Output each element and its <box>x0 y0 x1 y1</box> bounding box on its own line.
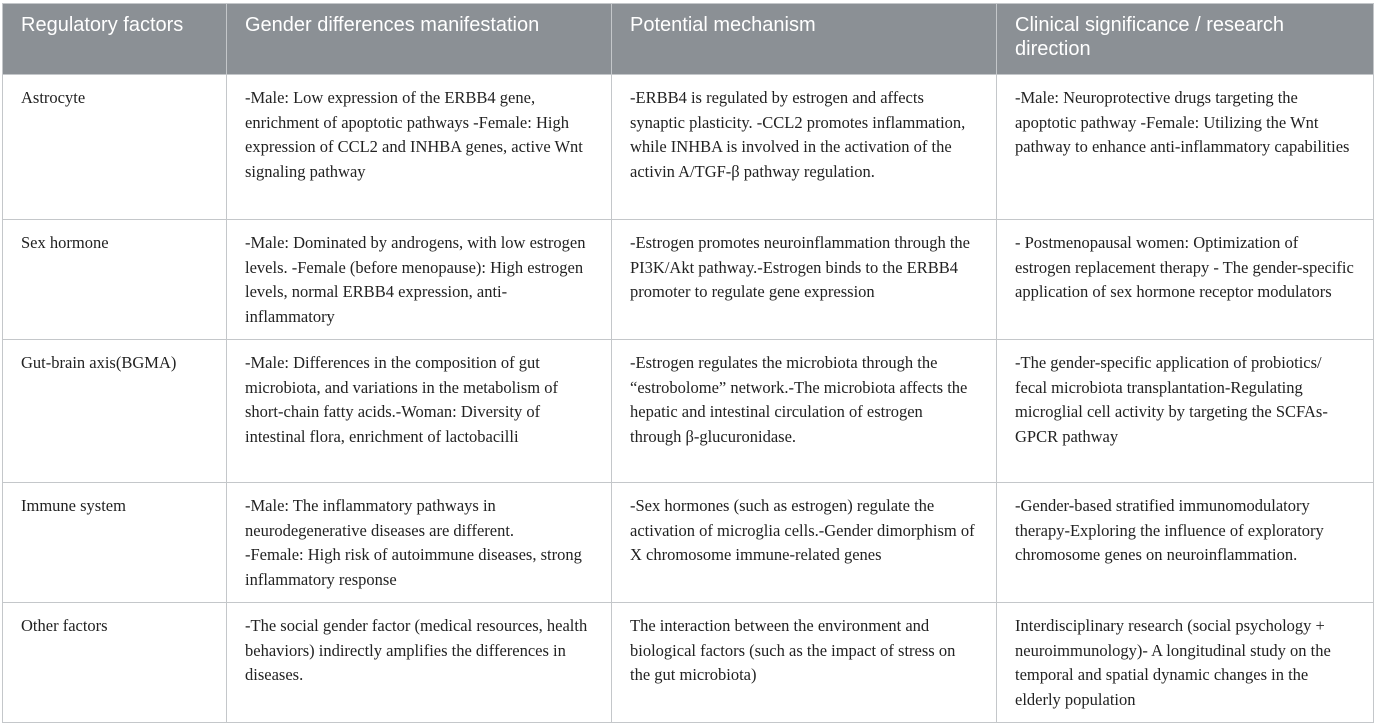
cell-clinical: - Postmenopausal women: Optimization of estrogen replacement therapy - The gender-specific application of sex hormone receptor modulators <box>997 220 1374 340</box>
cell-clinical: Interdisciplinary research (social psychology + neuroimmunology)- A longitudinal study on the temporal and spatial dynamic changes in the elderly population <box>997 603 1374 723</box>
cell-clinical: -Male: Neuroprotective drugs targeting the apoptotic pathway -Female: Utilizing the Wnt pathway to enhance anti-inflammatory capabilities <box>997 75 1374 220</box>
regulatory-factors-table <box>2 3 1374 723</box>
header-row <box>3 4 1374 75</box>
table-row <box>3 340 1374 483</box>
cell-factor: Gut-brain axis(BGMA) <box>3 340 227 483</box>
header-clinical-significance: Clinical significance / research direction <box>997 4 1374 75</box>
table-row <box>3 483 1374 603</box>
table-row <box>3 75 1374 220</box>
cell-gender-differences: -Male: Dominated by androgens, with low estrogen levels. -Female (before menopause): High estrogen levels, normal ERBB4 expression, anti-inflammatory <box>227 220 612 340</box>
cell-mechanism: -Estrogen promotes neuroinflammation through the PI3K/Akt pathway.-Estrogen binds to the ERBB4 promoter to regulate gene expression <box>612 220 997 340</box>
cell-gender-differences: -Male: Differences in the composition of gut microbiota, and variations in the metabolism of short-chain fatty acids.-Woman: Diversity of intestinal flora, enrichment of lactobacilli <box>227 340 612 483</box>
cell-mechanism: The interaction between the environment and biological factors (such as the impact of stress on the gut microbiota) <box>612 603 997 723</box>
table-row <box>3 603 1374 723</box>
cell-clinical: -The gender-specific application of probiotics/ fecal microbiota transplantation-Regulating microglial cell activity by targeting the SCFAs-GPCR pathway <box>997 340 1374 483</box>
cell-mechanism: -Sex hormones (such as estrogen) regulate the activation of microglia cells.-Gender dimorphism of X chromosome immune-related genes <box>612 483 997 603</box>
cell-factor: Immune system <box>3 483 227 603</box>
cell-factor: Sex hormone <box>3 220 227 340</box>
header-potential-mechanism: Potential mechanism <box>612 4 997 75</box>
cell-factor: Other factors <box>3 603 227 723</box>
cell-gender-differences: -Male: Low expression of the ERBB4 gene, enrichment of apoptotic pathways -Female: High expression of CCL2 and INHBA genes, active Wnt signaling pathway <box>227 75 612 220</box>
table-row <box>3 220 1374 340</box>
cell-gender-differences: -The social gender factor (medical resources, health behaviors) indirectly amplifies the differences in diseases. <box>227 603 612 723</box>
cell-mechanism: -ERBB4 is regulated by estrogen and affects synaptic plasticity. -CCL2 promotes inflammation, while INHBA is involved in the activation of the activin A/TGF-β pathway regulation. <box>612 75 997 220</box>
header-gender-differences: Gender differences manifestation <box>227 4 612 75</box>
cell-mechanism: -Estrogen regulates the microbiota through the “estrobolome” network.-The microbiota affects the hepatic and intestinal circulation of estrogen through β-glucuronidase. <box>612 340 997 483</box>
cell-gender-differences: -Male: The inflammatory pathways in neurodegenerative diseases are different. -Female: High risk of autoimmune diseases, strong inflammatory response <box>227 483 612 603</box>
cell-clinical: -Gender-based stratified immunomodulatory therapy-Exploring the influence of exploratory chromosome genes on neuroinflammation. <box>997 483 1374 603</box>
header-regulatory-factors: Regulatory factors <box>3 4 227 75</box>
cell-factor: Astrocyte <box>3 75 227 220</box>
